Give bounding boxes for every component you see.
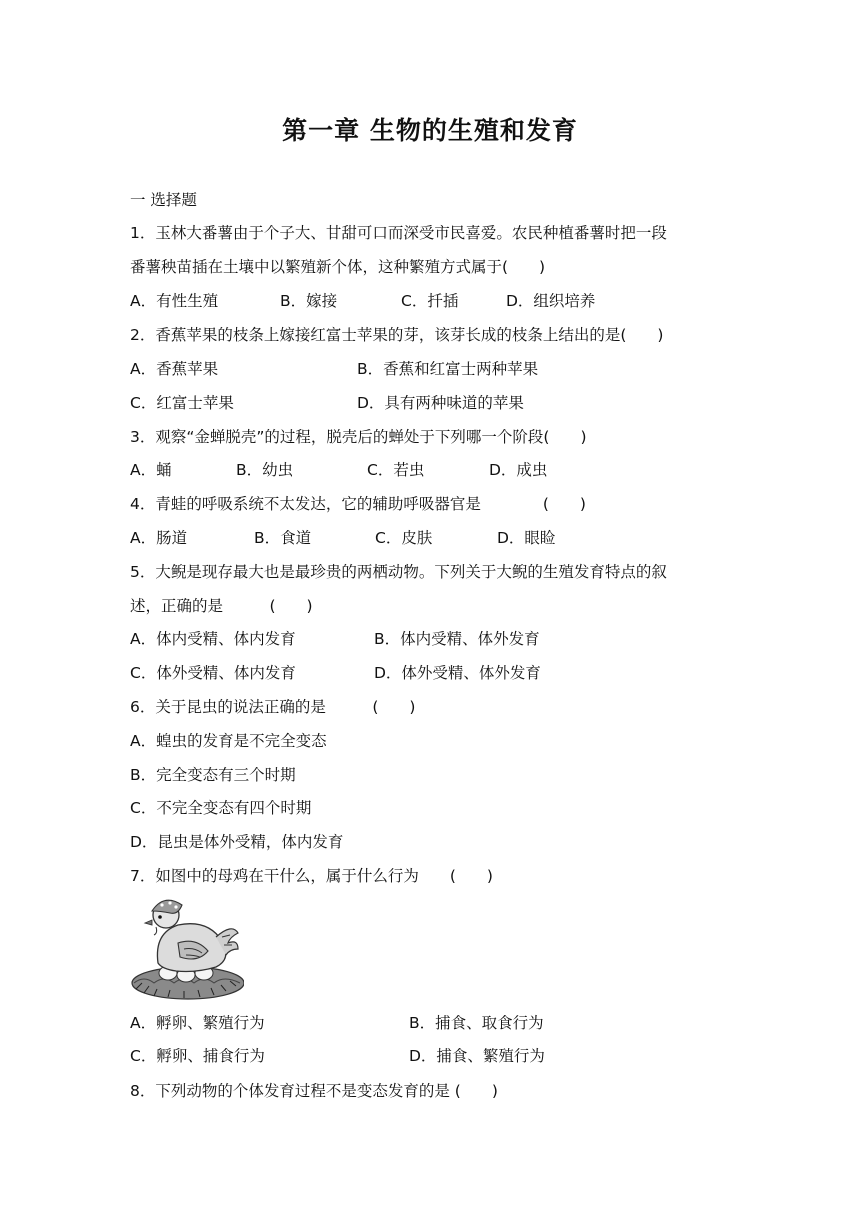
question-5-line-1: 5．大鲵是现存最大也是最珍贵的两栖动物。下列关于大鲵的生殖发育特点的叙	[130, 563, 667, 581]
section-heading: 一 选择题	[130, 191, 197, 209]
question-2-option-a: A．香蕉苹果	[130, 360, 219, 378]
question-4-option-c: C．皮肤	[375, 529, 433, 547]
question-2-option-b: B．香蕉和红富士两种苹果	[357, 360, 539, 378]
question-5-option-a: A．体内受精、体内发育	[130, 630, 296, 648]
question-5-line-2: 述，正确的是 ( )	[130, 597, 313, 615]
question-6-line-1: 6．关于昆虫的说法正确的是 ( )	[130, 698, 416, 716]
question-1-option-d: D．组织培养	[506, 292, 596, 310]
question-6-option-b: B．完全变态有三个时期	[130, 766, 296, 784]
hen-on-nest-illustration	[128, 893, 244, 1003]
question-2-option-d: D．具有两种味道的苹果	[357, 394, 524, 412]
question-6-option-d: D．昆虫是体外受精，体内发育	[130, 833, 344, 851]
question-3-option-a: A．蛹	[130, 461, 172, 479]
question-4-option-a: A．肠道	[130, 529, 188, 547]
question-4-option-d: D．眼睑	[497, 529, 556, 547]
question-7-option-c: C．孵卵、捕食行为	[130, 1047, 265, 1065]
question-2-option-c: C．红富士苹果	[130, 394, 234, 412]
question-5-option-b: B．体内受精、体外发育	[374, 630, 540, 648]
question-2-line-1: 2．香蕉苹果的枝条上嫁接红富士苹果的芽，该芽长成的枝条上结出的是( )	[130, 326, 664, 344]
question-6-option-a: A．蝗虫的发育是不完全变态	[130, 732, 327, 750]
question-3-option-c: C．若虫	[367, 461, 425, 479]
question-1-line-1: 1．玉林大番薯由于个子大、甘甜可口而深受市民喜爱。农民种植番薯时把一段	[130, 224, 667, 242]
question-3-option-b: B．幼虫	[236, 461, 294, 479]
question-5-option-c: C．体外受精、体内发育	[130, 664, 296, 682]
question-7-option-d: D．捕食、繁殖行为	[409, 1047, 545, 1065]
question-4-option-b: B．食道	[254, 529, 312, 547]
question-3-option-d: D．成虫	[489, 461, 548, 479]
question-7-option-a: A．孵卵、繁殖行为	[130, 1014, 265, 1032]
question-4-line-1: 4．青蛙的呼吸系统不太发达，它的辅助呼吸器官是 ( )	[130, 495, 586, 513]
question-1-line-2: 番薯秧苗插在土壤中以繁殖新个体，这种繁殖方式属于( )	[130, 258, 546, 276]
question-1-option-b: B．嫁接	[280, 292, 338, 310]
question-3-line-1: 3．观察“金蝉脱壳”的过程，脱壳后的蝉处于下列哪一个阶段( )	[130, 428, 587, 446]
question-8-line-1: 8．下列动物的个体发育过程不是变态发育的是 ( )	[130, 1082, 498, 1100]
page-title: 第一章 生物的生殖和发育	[282, 116, 578, 145]
question-1-option-c: C．扦插	[401, 292, 459, 310]
question-5-option-d: D．体外受精、体外发育	[374, 664, 541, 682]
question-1-option-a: A．有性生殖	[130, 292, 219, 310]
question-7-line-1: 7．如图中的母鸡在干什么，属于什么行为 ( )	[130, 867, 493, 885]
question-6-option-c: C．不完全变态有四个时期	[130, 799, 312, 817]
question-7-option-b: B．捕食、取食行为	[409, 1014, 544, 1032]
